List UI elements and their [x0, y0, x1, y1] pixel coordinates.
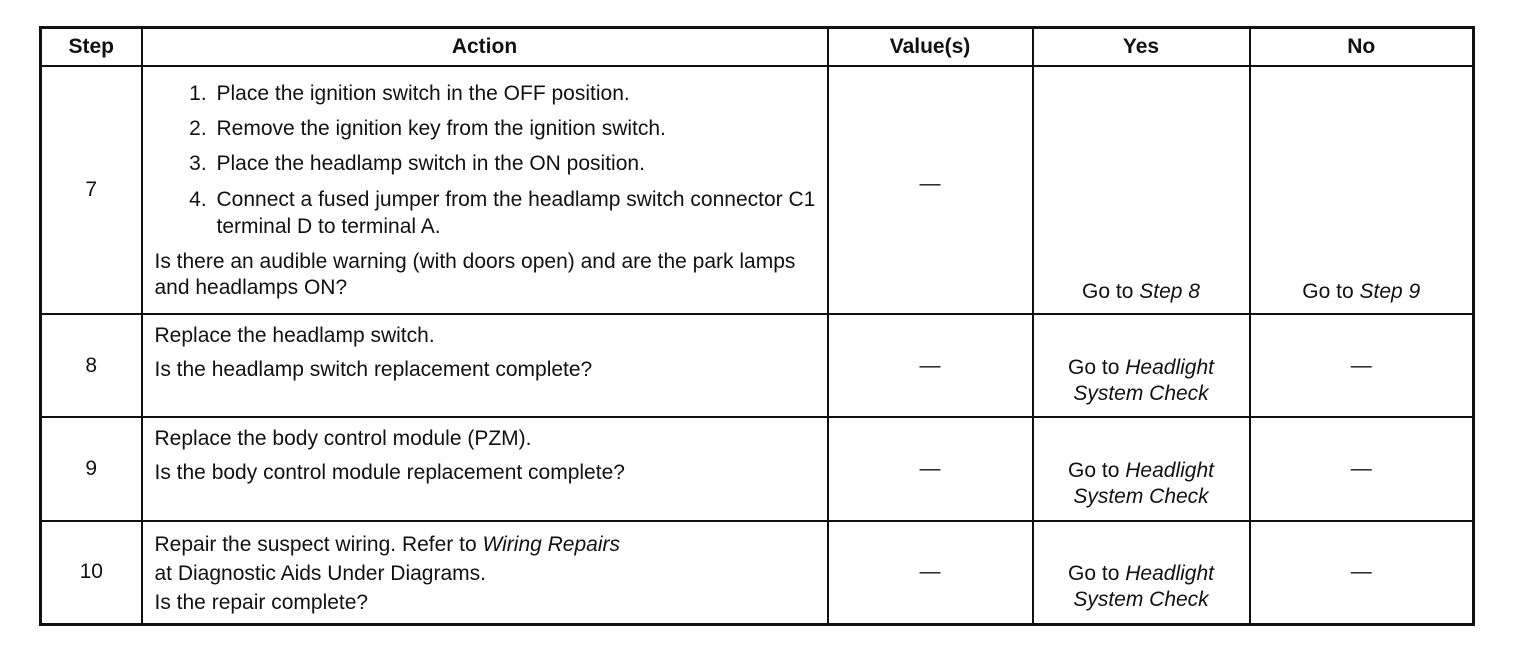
step-number: 8	[41, 314, 142, 417]
diagnostic-table	[39, 26, 1475, 626]
yes-reference-link[interactable]: Headlight	[1125, 562, 1214, 586]
value-cell: —	[828, 417, 1033, 521]
step-number: 9	[41, 417, 142, 521]
header-row	[41, 28, 1474, 67]
value-cell: —	[828, 521, 1033, 624]
action-cell	[142, 314, 828, 417]
no-cell: —	[1250, 521, 1474, 624]
table-row-step-9	[41, 417, 1474, 521]
no-cell: Go to Step 9	[1250, 66, 1474, 314]
step-number: 10	[41, 521, 142, 624]
yes-step-link[interactable]: Step 8	[1139, 280, 1200, 303]
header-no: No	[1250, 28, 1474, 67]
action-instruction: Repair the suspect wiring. Refer to	[154, 533, 483, 556]
action-question: Is the body control module replacement complete?	[154, 461, 625, 484]
yes-reference-link[interactable]: System Check	[1073, 381, 1209, 405]
yes-reference-link[interactable]: System Check	[1073, 485, 1209, 508]
header-step: Step	[41, 28, 142, 67]
value-cell: —	[828, 314, 1033, 417]
header-yes: Yes	[1033, 28, 1250, 67]
action-cell	[142, 66, 828, 314]
no-step-link[interactable]: Step 9	[1359, 280, 1421, 303]
action-instruction: Replace the headlamp switch.	[154, 324, 435, 347]
yes-cell: Go to Headlight System Check	[1033, 417, 1250, 521]
action-question: Is the headlamp switch replacement complete?	[154, 358, 593, 381]
list-item: 3. Place the headlamp switch in the ON position.	[213, 151, 817, 177]
header-values: Value(s)	[828, 28, 1033, 67]
yes-reference-link[interactable]: Headlight	[1125, 355, 1214, 379]
action-question: Is the repair complete?	[154, 591, 369, 614]
list-item: 1. Place the ignition switch in the OFF position.	[213, 81, 817, 107]
action-question: Is there an audible warning (with doors open) and are the park lamps and headlamps ON?	[154, 250, 796, 299]
value-cell: —	[828, 66, 1033, 314]
step-number: 7	[41, 66, 142, 314]
wiring-repairs-link[interactable]: Wiring Repairs	[482, 533, 620, 556]
action-cell	[142, 521, 828, 624]
list-item: 4. Connect a fused jumper from the headlamp switch connector C1 terminal D to terminal A.	[213, 186, 817, 240]
action-cell	[142, 417, 828, 521]
header-action: Action	[142, 28, 828, 67]
no-cell: —	[1250, 314, 1474, 417]
action-steps-list	[155, 81, 817, 240]
list-item: 2. Remove the ignition key from the ignition switch.	[213, 116, 817, 142]
action-instruction-continued: at Diagnostic Aids Under Diagrams.	[154, 562, 486, 585]
no-cell: —	[1250, 417, 1474, 521]
table-row-step-10	[41, 521, 1474, 624]
action-instruction: Replace the body control module (PZM).	[154, 427, 532, 450]
table-row-step-8	[41, 314, 1474, 417]
yes-reference-link[interactable]: Headlight	[1125, 459, 1214, 482]
yes-cell: Go to Step 8	[1033, 66, 1250, 314]
yes-cell: Go to Headlight System Check	[1033, 521, 1250, 624]
yes-cell: Go to Headlight System Check	[1033, 314, 1250, 417]
yes-reference-link[interactable]: System Check	[1073, 588, 1209, 612]
table-row-step-7	[41, 66, 1474, 314]
